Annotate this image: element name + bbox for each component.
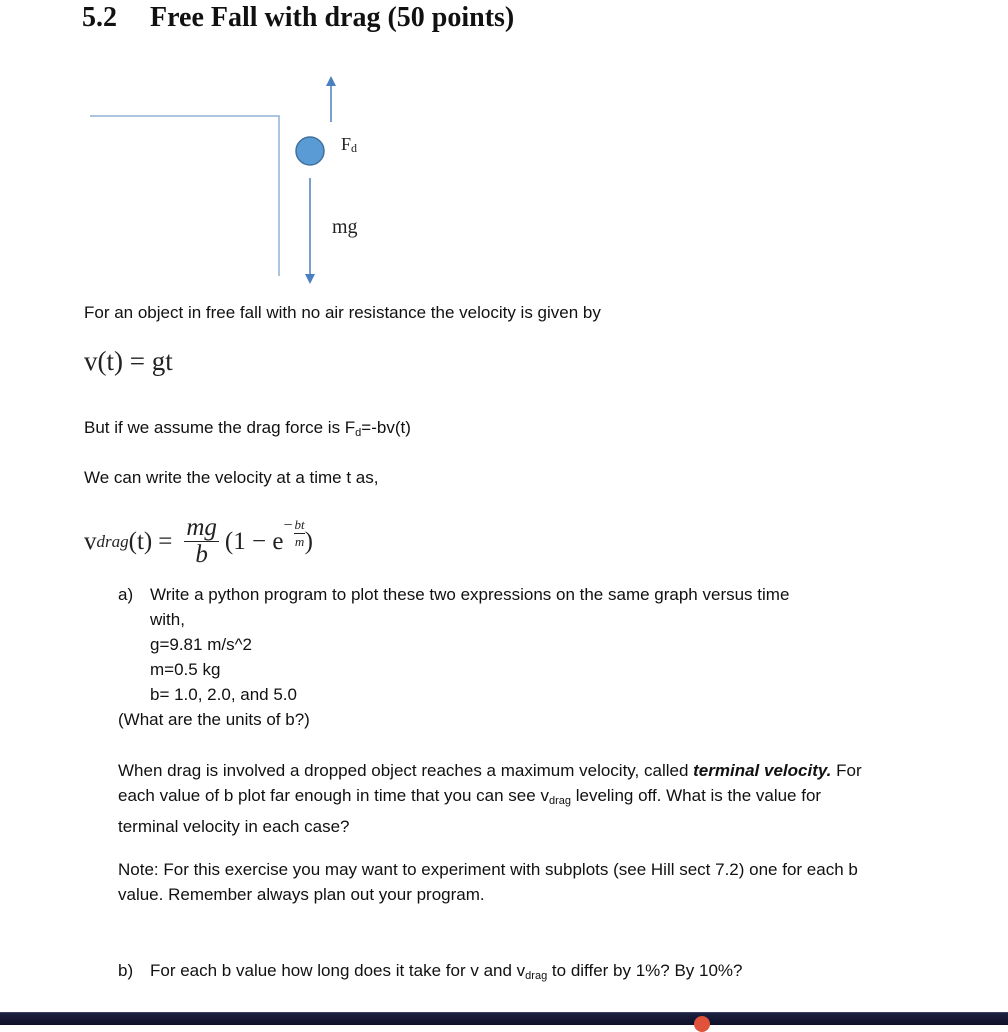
part-a-line2: with, bbox=[150, 610, 185, 629]
drag-velocity-equation: v drag (t) = $\frac{mg}{b}$ (1 − e − bt m ) bbox=[84, 514, 313, 568]
note-paragraph: Note: For this exercise you may want to experiment with subplots (see Hill sect 7.2) one for each b value. Remember always plan out your program. bbox=[118, 860, 858, 904]
app-icon[interactable] bbox=[694, 1016, 710, 1032]
falling-ball bbox=[296, 137, 324, 165]
weight-arrowhead bbox=[305, 274, 315, 284]
units-question: (What are the units of b?) bbox=[118, 710, 310, 729]
part-a-line1: Write a python program to plot these two expressions on the same graph versus time bbox=[150, 585, 790, 604]
ledge-line bbox=[90, 116, 279, 276]
section-heading bbox=[82, 2, 514, 34]
param-b: b= 1.0, 2.0, and 5.0 bbox=[150, 685, 297, 704]
section-number: 5.2 bbox=[82, 2, 117, 33]
terminal-velocity-paragraph: When drag is involved a dropped object reaches a maximum velocity, called terminal velocity. For each value of b plot far enough in time that you can see $v_{drag}$ leveling off. What is the value for terminal velocity in each case? bbox=[118, 761, 862, 836]
part-a-label: a) bbox=[118, 585, 134, 604]
part-a bbox=[118, 582, 789, 732]
free-body-diagram bbox=[0, 60, 420, 290]
intro-text: For an object in free fall with no air resistance the velocity is given by bbox=[84, 303, 601, 322]
weight-label: mg bbox=[332, 216, 358, 238]
drag-force-arrowhead bbox=[326, 76, 336, 86]
velocity-intro: We can write the velocity at a time t as, bbox=[84, 468, 379, 487]
bottom-bar bbox=[0, 1012, 1008, 1025]
param-g: g=9.81 m/s^2 bbox=[150, 635, 253, 654]
section-title: Free Fall with drag (50 points) bbox=[150, 2, 515, 33]
param-m: m=0.5 kg bbox=[150, 660, 221, 679]
free-fall-equation: v(t) = gt bbox=[84, 346, 173, 376]
drag-assumption: But if we assume the drag force is $F_d=-bv(t)$ bbox=[84, 418, 411, 439]
part-b: b) For each b value how long does it take for v and $v_{drag}$ to differ by 1%? By 10%? bbox=[118, 958, 743, 989]
terminal-velocity-term: terminal velocity. bbox=[693, 761, 832, 780]
part-b-label: b) bbox=[118, 961, 134, 980]
drag-force-label: Fd bbox=[341, 134, 358, 155]
